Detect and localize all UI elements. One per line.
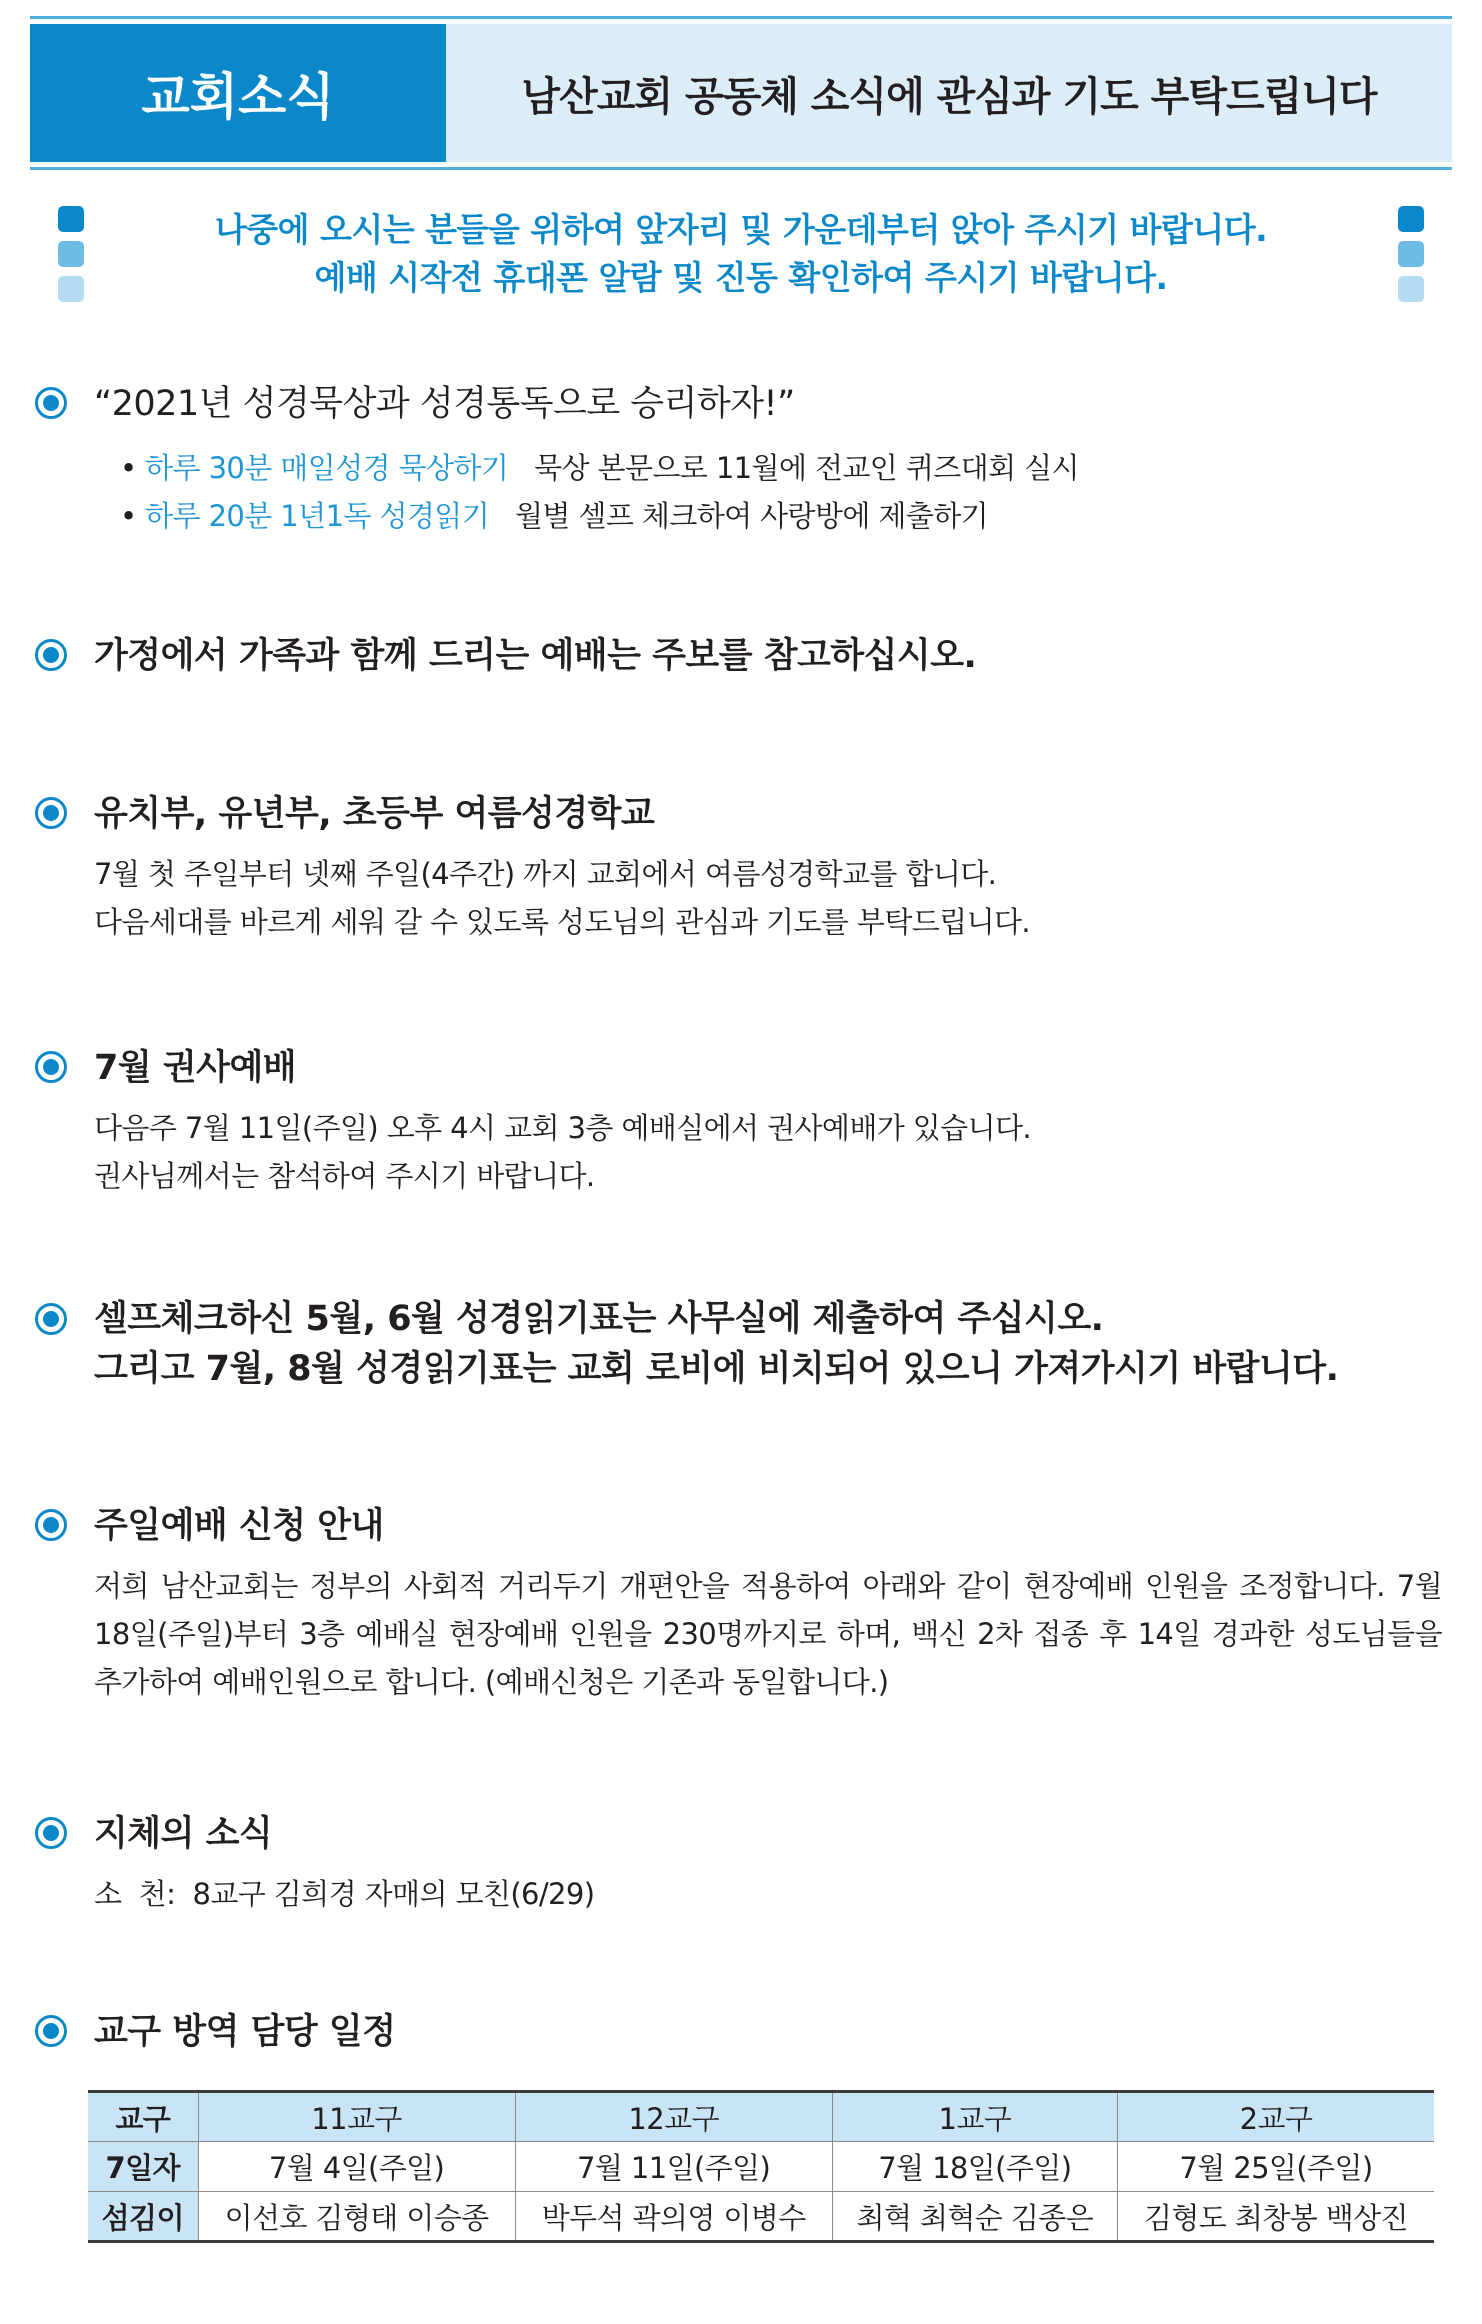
table-header-cell: 11교구: [198, 2092, 515, 2142]
table-cell: 7월 25일(주일): [1117, 2142, 1434, 2192]
header-tab: 교회소식: [30, 24, 446, 162]
table-header-cell: 교구: [88, 2092, 198, 2142]
square-bullet-icon: [58, 241, 84, 267]
header-subtitle: 남산교회 공동체 소식에 관심과 기도 부탁드립니다: [521, 73, 1377, 120]
section-title: 가정에서 가족과 함께 드리는 예배는 주보를 참고하십시오.: [94, 636, 977, 676]
table-row-label: 7일자: [88, 2142, 198, 2192]
table-cell: 최혁 최혁순 김종은: [832, 2192, 1117, 2242]
circle-bullet-icon: [35, 2015, 67, 2047]
table-cell: 7월 18일(주일): [832, 2142, 1117, 2192]
body-paragraph: 저희 남산교회는 정부의 사회적 거리두기 개편안을 적용하여 아래와 같이 현장예배 인원을 조정합니다. 7월 18일(주일)부터 3층 예배실 현장예배 인원을 230명까지로 하며, 백신 2차 접종 후 14일 경과한 성도님들을 추가하여 예배인원으로 합니다. (예배신청은 기존과 동일합니다.): [94, 1569, 1442, 1699]
header-rule: [30, 167, 1452, 170]
body-line: 다음주 7월 11일(주일) 오후 4시 교회 3층 예배실에서 권사예배가 있습니다.: [94, 1111, 1032, 1145]
title-line: 셀프체크하신 5월, 6월 성경읽기표는 사무실에 제출하여 주십시오.: [94, 1299, 1104, 1339]
table-cell: 이선호 김형태 이승종: [198, 2192, 515, 2242]
notice-dots-left: [58, 206, 86, 311]
circle-bullet-icon: [35, 1509, 67, 1541]
table-cell: 박두석 곽의영 이병수: [515, 2192, 832, 2242]
item-text: 월별 셀프 체크하여 사랑방에 제출하기: [514, 499, 989, 533]
table-row: [88, 2192, 1434, 2242]
table-cell: 7월 11일(주일): [515, 2142, 832, 2192]
section-title: 주일예배 신청 안내: [94, 1506, 384, 1546]
body-line: 7월 첫 주일부터 넷째 주일(4주간) 까지 교회에서 여름성경학교를 합니다.: [94, 857, 997, 891]
list-item: • 하루 20분 1년1독 성경읽기 월별 셀프 체크하여 사랑방에 제출하기: [120, 499, 989, 533]
circle-bullet-icon: [35, 639, 67, 671]
section-title: 유치부, 유년부, 초등부 여름성경학교: [94, 794, 655, 834]
circle-bullet-icon: [35, 1303, 67, 1335]
table-header-cell: 1교구: [832, 2092, 1117, 2142]
square-bullet-icon: [58, 276, 84, 302]
square-bullet-icon: [1398, 241, 1424, 267]
section-title: 지체의 소식: [94, 1814, 273, 1854]
section-title: “2021년 성경묵상과 성경통독으로 승리하자!”: [94, 384, 795, 424]
square-bullet-icon: [1398, 206, 1424, 232]
section-title: [94, 1294, 1338, 1394]
circle-bullet-icon: [35, 1817, 67, 1849]
list-item: • 하루 30분 매일성경 묵상하기 묵상 본문으로 11월에 전교인 퀴즈대회 실시: [120, 451, 1079, 485]
table-row: [88, 2142, 1434, 2192]
notice-line: 예배 시작전 휴대폰 알람 및 진동 확인하여 주시기 바랍니다.: [314, 258, 1168, 297]
highlight-text: 하루 20분 1년1독 성경읽기: [145, 499, 490, 533]
section-title: 교구 방역 담당 일정: [94, 2012, 396, 2052]
square-bullet-icon: [58, 206, 84, 232]
item-text: 묵상 본문으로 11월에 전교인 퀴즈대회 실시: [534, 451, 1079, 485]
notice-dots-right: [1398, 206, 1426, 311]
highlight-text: 하루 30분 매일성경 묵상하기: [145, 451, 509, 485]
table-cell: 7월 4일(주일): [198, 2142, 515, 2192]
schedule-table: [88, 2090, 1434, 2243]
header-banner: [30, 24, 1452, 162]
section-title: 7월 권사예배: [94, 1048, 297, 1088]
table-header-cell: 12교구: [515, 2092, 832, 2142]
top-rule: [30, 16, 1452, 19]
table-header-cell: 2교구: [1117, 2092, 1434, 2142]
table-cell: 김형도 최창봉 백상진: [1117, 2192, 1434, 2242]
circle-bullet-icon: [35, 387, 67, 419]
notice-box: [120, 206, 1362, 302]
circle-bullet-icon: [35, 797, 67, 829]
table-row-label: 섬김이: [88, 2192, 198, 2242]
body-line: 다음세대를 바르게 세워 갈 수 있도록 성도님의 관심과 기도를 부탁드립니다.: [94, 905, 1031, 939]
circle-bullet-icon: [35, 1051, 67, 1083]
body-line: 소 천: 8교구 김희경 자매의 모친(6/29): [94, 1877, 595, 1911]
square-bullet-icon: [1398, 276, 1424, 302]
notice-line: 나중에 오시는 분들을 위하여 앞자리 및 가운데부터 앉아 주시기 바랍니다.: [214, 210, 1268, 249]
body-line: 권사님께서는 참석하여 주시기 바랍니다.: [94, 1159, 595, 1193]
table-row: [88, 2092, 1434, 2142]
title-line: 그리고 7월, 8월 성경읽기표는 교회 로비에 비치되어 있으니 가져가시기 바랍니다.: [94, 1349, 1339, 1389]
